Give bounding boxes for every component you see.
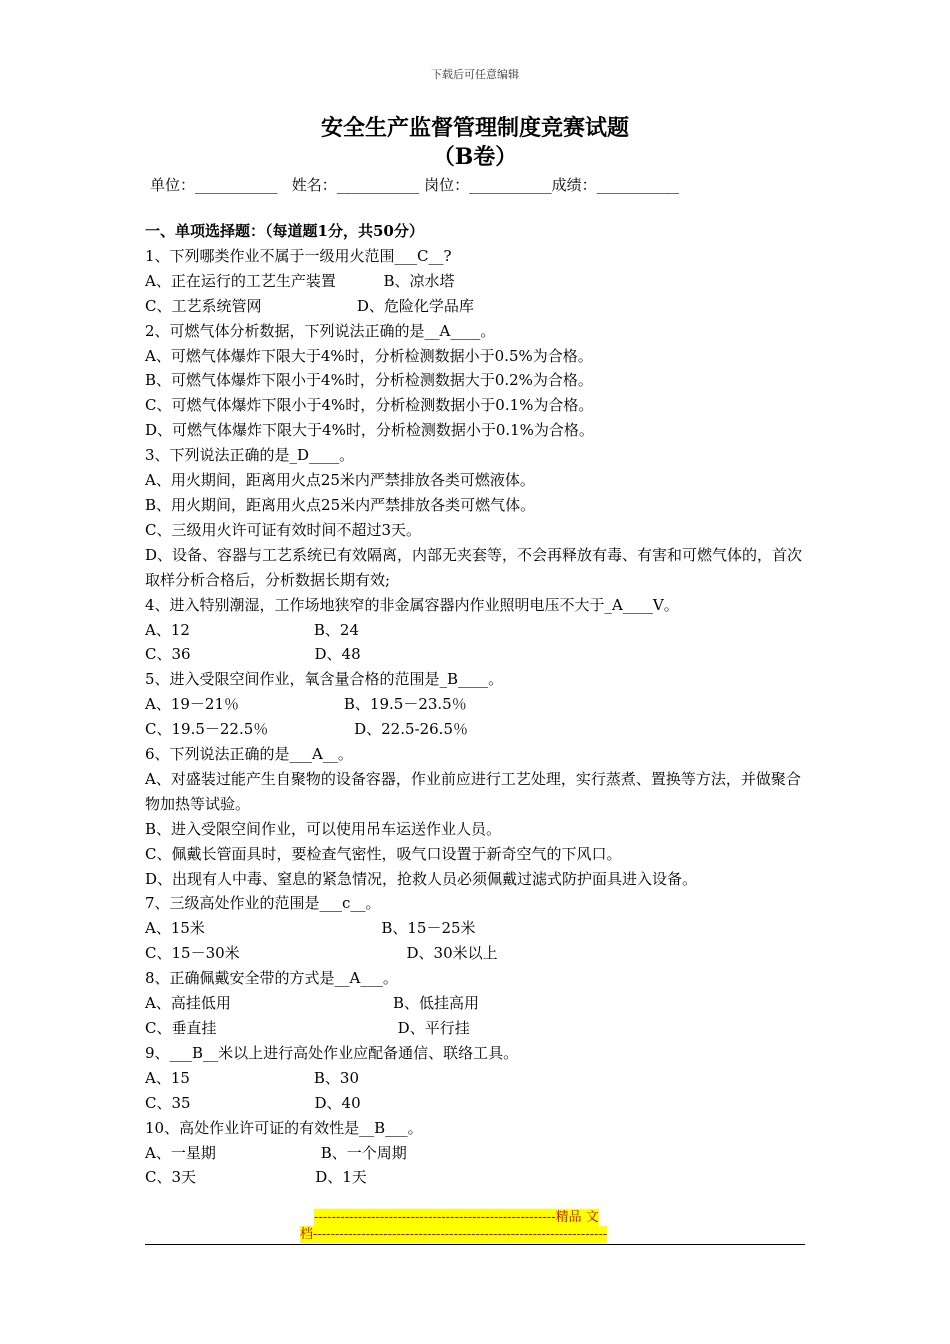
option-line: C、佩戴长管面具时，要检查气密性，吸气口设置于新奇空气的下风口。 xyxy=(145,844,622,863)
option-line: C、35 D、40 xyxy=(145,1093,361,1112)
option-line: A、一星期 B、一个周期 xyxy=(145,1143,407,1162)
option-line: A、高挂低用 B、低挂高用 xyxy=(145,994,479,1013)
option-line: C、36 D、48 xyxy=(145,645,361,664)
info-fields: 单位：___________ 姓名：___________ 岗位：___________成绩：___________ xyxy=(150,176,680,194)
question-line: 1、下列哪类作业不属于一级用火范围___C__? xyxy=(145,246,452,265)
question-line: 5、进入受限空间作业，氧含量合格的范围是_B____。 xyxy=(145,670,504,689)
option-line: A、19－21％ B、19.5－23.5％ xyxy=(145,695,467,714)
option-line: C、垂直挂 D、平行挂 xyxy=(145,1019,470,1037)
option-line: D、可燃气体爆炸下限大于4%时，分析检测数据小于0.1%为合格。 xyxy=(145,421,594,440)
question-line: 2、可燃气体分析数据，下列说法正确的是__A____。 xyxy=(145,321,496,340)
option-line: C、可燃气体爆炸下限小于4%时，分析检测数据小于0.1%为合格。 xyxy=(145,396,594,415)
option-line: C、15－30米 D、30米以上 xyxy=(145,944,498,963)
option-line: A、15 B、30 xyxy=(145,1068,359,1087)
option-line: C、三级用火许可证有效时间不超过3天。 xyxy=(145,520,422,539)
option-line: C、3天 D、1天 xyxy=(145,1168,367,1187)
option-line: D、设备、容器与工艺系统已有效隔离，内部无夹套等，不会再释放有毒、有害和可燃气体的，首次取样分析合格后，分析数据长期有效; xyxy=(145,545,803,589)
header-note: 下载后可任意编辑 xyxy=(431,68,519,81)
section-heading: 一、单项选择题：（每道题1分，共50分） xyxy=(145,222,424,240)
question-line: 7、三级高处作业的范围是___c__。 xyxy=(145,894,381,913)
question-line: 6、下列说法正确的是___A__。 xyxy=(145,745,353,764)
page-subtitle: （B卷） xyxy=(432,144,518,170)
option-line: A、12 B、24 xyxy=(145,620,359,639)
question-line: 10、高处作业许可证的有效性是__B___。 xyxy=(145,1118,423,1137)
question-line: 3、下列说法正确的是_D____。 xyxy=(145,446,355,465)
question-line: 9、___B__米以上进行高处作业应配备通信、联络工具。 xyxy=(145,1043,519,1062)
footer-watermark xyxy=(300,1209,650,1243)
option-line: B、进入受限空间作业，可以使用吊车运送作业人员。 xyxy=(145,819,502,838)
option-line: C、工艺系统管网 D、危险化学品库 xyxy=(145,296,474,315)
option-line: A、正在运行的工艺生产装置 B、凉水塔 xyxy=(145,271,455,290)
option-line: A、15米 B、15－25米 xyxy=(145,919,476,938)
footer-row-1: -------------------------------------------------------精品 文 xyxy=(314,1210,599,1225)
option-line: B、可燃气体爆炸下限小于4%时，分析检测数据大于0.2%为合格。 xyxy=(145,371,593,390)
option-line: D、出现有人中毒、窒息的紧急情况，抢救人员必须佩戴过滤式防护面具进入设备。 xyxy=(145,869,698,888)
question-line: 8、正确佩戴安全带的方式是__A___。 xyxy=(145,969,398,988)
footer-row-2: 档------------------------------------------------------------------- xyxy=(300,1227,608,1242)
footer-divider xyxy=(145,1244,805,1245)
question-line: 4、进入特别潮湿，工作场地狭窄的非金属容器内作业照明电压不大于_A____V。 xyxy=(145,595,679,614)
option-line: A、可燃气体爆炸下限大于4%时，分析检测数据小于0.5%为合格。 xyxy=(145,346,593,365)
option-line: C、19.5－22.5％ D、22.5-26.5％ xyxy=(145,720,468,739)
option-line: A、用火期间，距离用火点25米内严禁排放各类可燃液体。 xyxy=(145,471,535,490)
option-line: B、用火期间，距离用火点25米内严禁排放各类可燃气体。 xyxy=(145,495,536,514)
option-line: A、对盛装过能产生自聚物的设备容器，作业前应进行工艺处理，实行蒸煮、置换等方法，并做聚合物加热等试验。 xyxy=(145,769,801,813)
page-title: 安全生产监督管理制度竞赛试题 xyxy=(320,115,629,141)
question-content xyxy=(145,219,810,1190)
